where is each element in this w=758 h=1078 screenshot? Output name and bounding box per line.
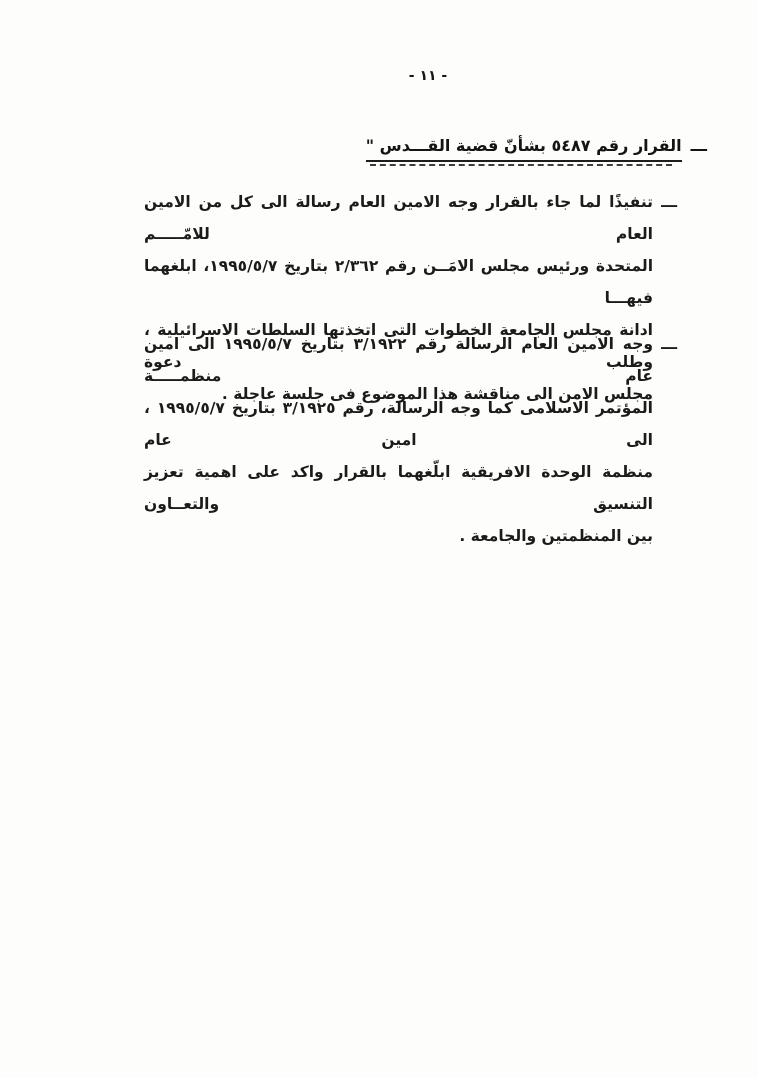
text-line: المؤتمر الاسلامى كما وجه الرسالة، رقم ٣/١٩٢٥ بتاريخ ١٩٩٥/٥/٧ ، الى امين عام — [144, 399, 653, 449]
text-line: وجه الامين العام الرسالة رقم ٣/١٩٢٢ بتاريخ ١٩٩٥/٥/٧ الى امين عام منظمـــــة — [144, 335, 653, 385]
heading-row — [366, 136, 707, 162]
list-dash-icon: ـــ — [661, 335, 677, 353]
text-line: ادانة مجلس الجامعة الخطوات التى اتخذتها السلطات الاسرائيلية ، وطلب دعوة — [144, 321, 653, 371]
page-number: - ١١ - — [408, 68, 448, 84]
text-line: مجلس الامن الى مناقشة هذا الموضوع فى جلسة عاجلة . — [221, 385, 653, 403]
text-line: تنفيذًا لما جاء بالقرار وجه الامين العام رسالة الى كل من الامين العام للامّـــــم — [144, 193, 653, 243]
text-line: منظمة الوحدة الافريقية ابلّغهما بالقرار واكد على اهمية تعزيز التنسيق والتعــاون — [144, 463, 653, 513]
heading-title: القرار رقم ٥٤٨٧ بشأنّ قضية القـــدس " — [366, 136, 682, 162]
text-line: المتحدة ورئيس مجلس الامَــن رقم ٢/٣٦٢ بتاريخ ١٩٩٥/٥/٧، ابلغهما فيهـــا — [144, 257, 654, 307]
paragraph-2 — [144, 328, 677, 552]
heading-dash-icon: ـــ — [690, 136, 707, 155]
text-line: بين المنظمتين والجامعة . — [459, 527, 653, 545]
list-dash-icon: ـــ — [661, 193, 677, 211]
